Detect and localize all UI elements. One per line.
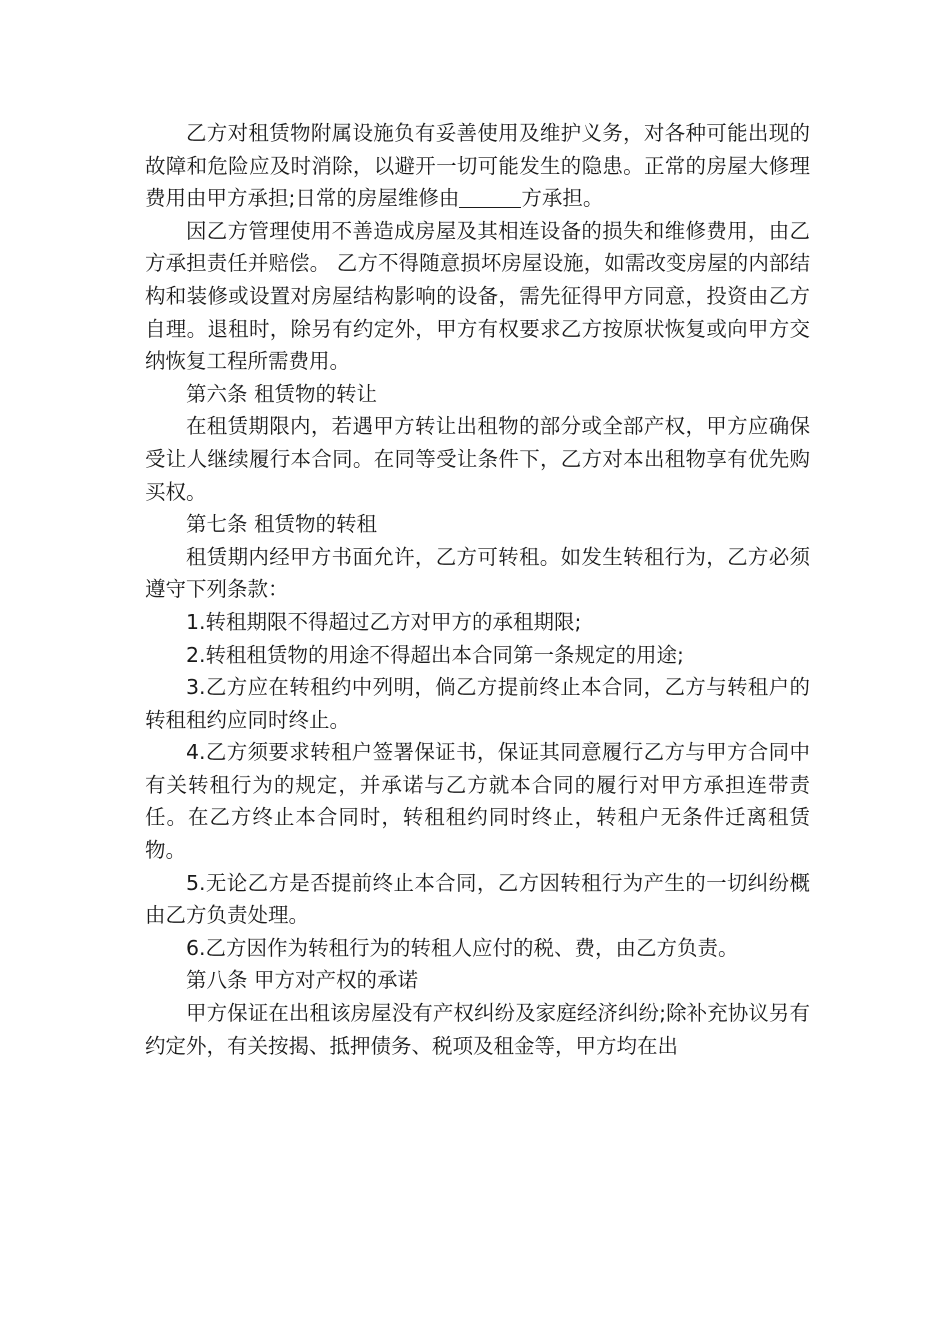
paragraph-transfer: 在租赁期限内，若遇甲方转让出租物的部分或全部产权，甲方应确保受让人继续履行本合同。在同等受让条件下，乙方对本出租物享有优先购买权。 (145, 414, 810, 504)
paragraph-text-tail: 方承担。 (521, 186, 604, 211)
sublease-clause-5: 5.无论乙方是否提前终止本合同，乙方因转租行为产生的一切纠纷概由乙方负责处理。 (145, 870, 810, 928)
sublease-clause-6: 6.乙方因作为转租行为的转租人应付的税、费，由乙方负责。 (186, 935, 739, 960)
article-8-heading: 第八条 甲方对产权的承诺 (186, 968, 419, 993)
sublease-clause-3: 3.乙方应在转租约中列明，倘乙方提前终止本合同，乙方与转租户的转租租约应同时终止。 (145, 675, 810, 732)
paragraph-facility-maintenance (145, 117, 810, 215)
sublease-clause-1: 1.转租期限不得超过乙方对甲方的承租期限; (186, 609, 582, 634)
sublease-clause-2: 2.转租租赁物的用途不得超出本合同第一条规定的用途; (186, 642, 684, 667)
article-6-heading: 第六条 租赁物的转让 (186, 381, 378, 406)
article-7-heading: 第七条 租赁物的转租 (186, 512, 378, 537)
sublease-clause-4: 4.乙方须要求转租户签署保证书，保证其同意履行乙方与甲方合同中有关转租行为的规定，并承诺与乙方就本合同的履行对甲方承担连带责任。在乙方终止本合同时，转租租约同时终止，转租户无条件迁离租赁物。 (145, 740, 810, 863)
document-page (145, 117, 810, 1062)
paragraph-text: 乙方对租赁物附属设施负有妥善使用及维护义务，对各种可能出现的故障和危险应及时消除，以避开一切可能发生的隐患。正常的房屋大修理费用由甲方承担;日常的房屋维修由 (145, 121, 810, 211)
paragraph-damage-liability: 因乙方管理使用不善造成房屋及其相连设备的损失和维修费用，由乙方承担责任并赔偿。 乙方不得随意损坏房屋设施，如需改变房屋的内部结构和装修或设置对房屋结构影响的设备，需先征得甲方同意，投资由乙方自理。退租时，除另有约定外，甲方有权要求乙方按原状恢复或向甲方交纳恢复工程所需费用。 (145, 218, 810, 374)
paragraph-property-warranty: 甲方保证在出租该房屋没有产权纠纷及家庭经济纠纷;除补充协议另有约定外，有关按揭、抵押债务、税项及租金等，甲方均在出 (145, 1001, 810, 1058)
fill-in-blank (459, 187, 521, 209)
paragraph-sublease-intro: 租赁期内经甲方书面允许，乙方可转租。如发生转租行为，乙方必须遵守下列条款： (145, 544, 810, 602)
